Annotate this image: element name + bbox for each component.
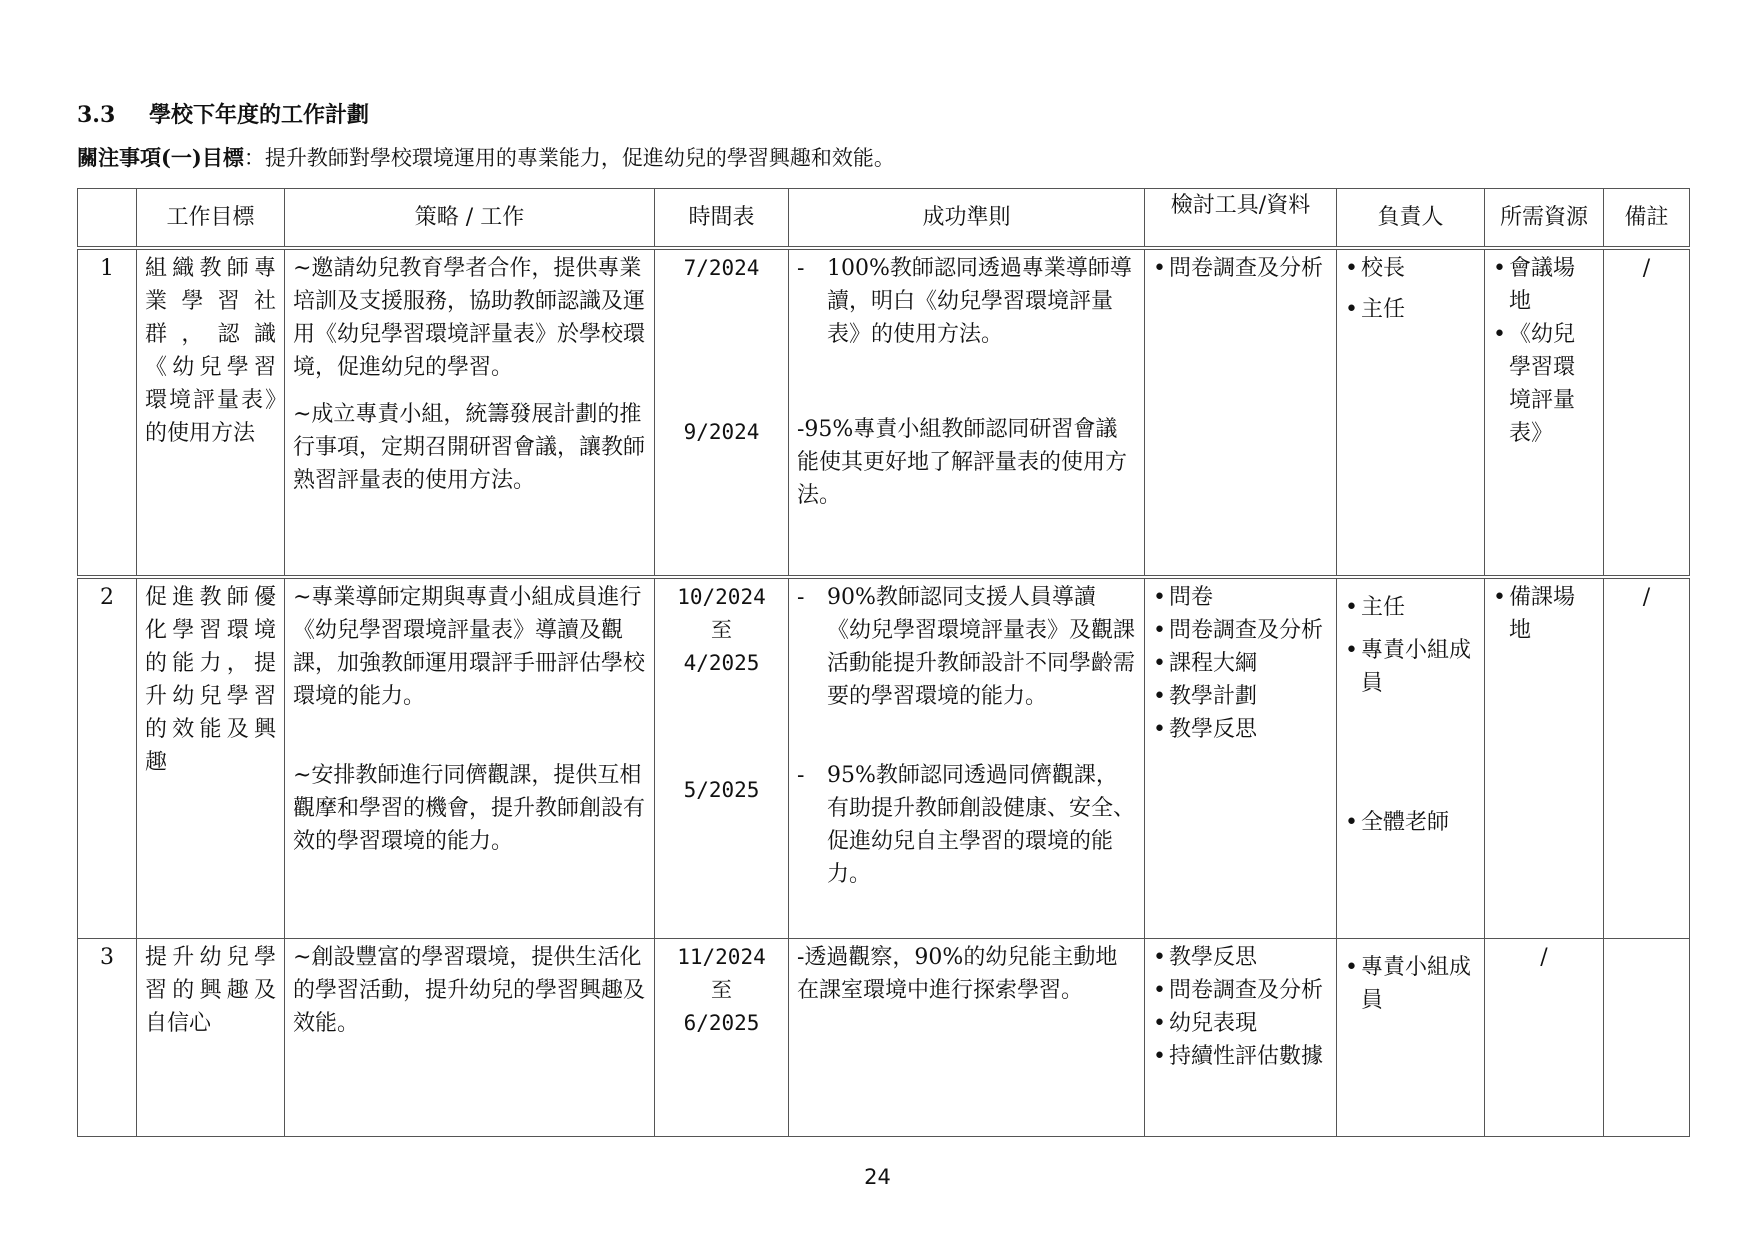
row-goal: 促進教師優化學習環境的能力，提升幼兒學習的效能及興趣 (137, 577, 285, 938)
tool-item: • 教學反思 (1153, 941, 1328, 974)
row-resources (1485, 248, 1604, 577)
tool-item: • 持續性評估數據 (1153, 1040, 1328, 1073)
tool-item: • 問卷調查及分析 (1153, 252, 1328, 285)
timeline-item: 5/2025 (683, 778, 760, 802)
row-strategy (285, 938, 655, 1136)
header-strategy: 策略 / 工作 (285, 189, 655, 249)
row-criteria (789, 248, 1145, 577)
table-row (78, 248, 1690, 577)
tool-item: • 問卷調查及分析 (1153, 974, 1328, 1007)
row-remarks: / (1604, 577, 1690, 938)
strategy-item: ~成立專責小組，統籌發展計劃的推行事項，定期召開研習會議，讓教師熟習評量表的使用方法。 (293, 402, 646, 493)
strategy-item: ~邀請幼兒教育學者合作，提供專業培訓及支援服務，協助教師認識及運用《幼兒學習環境評量表》於學校環境，促進幼兒的學習。 (293, 256, 646, 380)
header-resources: 所需資源 (1485, 189, 1604, 249)
focus-text: ：提升教師對學校環境運用的專業能力，促進幼兒的學習興趣和效能。 (243, 146, 895, 170)
row-timeline (655, 577, 789, 938)
section-title: 學校下年度的工作計劃 (149, 102, 370, 128)
tool-item: • 問卷調查及分析 (1153, 614, 1328, 647)
row-strategy (285, 248, 655, 577)
timeline-item: 7/2024 (683, 256, 760, 280)
resource-item: • 《幼兒學習環境評量表》 (1493, 318, 1595, 450)
header-tools: 檢討工具/資料 (1145, 189, 1337, 249)
criterion-item: -透過觀察，90%的幼兒能主動地在課室環境中進行探索學習。 (797, 944, 1118, 1003)
header-no (78, 189, 137, 249)
work-plan-table (77, 188, 1690, 1137)
criterion-item (797, 252, 1136, 351)
criterion-text: 100%教師認同透過專業導師導讀，明白《幼兒學習環境評量表》的使用方法。 (827, 256, 1132, 347)
header-responsible: 負責人 (1337, 189, 1485, 249)
row-remarks (1604, 938, 1690, 1136)
row-strategy (285, 577, 655, 938)
responsible-item: • 全體老師 (1345, 806, 1476, 839)
responsible-item: • 校長 (1345, 252, 1476, 285)
responsible-item: • 專責小組成員 (1345, 634, 1476, 700)
row-goal: 組織教師專業學習社群，認識《幼兒學習環境評量表》的使用方法 (137, 248, 285, 577)
resource-item: • 備課場地 (1493, 581, 1595, 647)
focus-line (77, 142, 895, 172)
criterion-item: -95%專責小組教師認同研習會議能使其更好地了解評量表的使用方法。 (797, 417, 1128, 508)
row-tools (1145, 577, 1337, 938)
section-number: 3.3 (77, 102, 116, 128)
header-criteria: 成功準則 (789, 189, 1145, 249)
section-heading (77, 98, 369, 129)
table-header-row (78, 189, 1690, 249)
criterion-dash: - (797, 585, 805, 610)
tool-item: • 教學計劃 (1153, 680, 1328, 713)
resource-item: • 會議場地 (1493, 252, 1595, 318)
row-remarks: / (1604, 248, 1690, 577)
tool-item: • 課程大綱 (1153, 647, 1328, 680)
strategy-item: ~安排教師進行同儕觀課，提供互相觀摩和學習的機會，提升教師創設有效的學習環境的能力。 (293, 763, 646, 854)
row-timeline (655, 248, 789, 577)
header-goal: 工作目標 (137, 189, 285, 249)
row-number: 3 (78, 938, 137, 1136)
tool-item: • 問卷 (1153, 581, 1328, 614)
row-number: 2 (78, 577, 137, 938)
strategy-item: ~專業導師定期與專責小組成員進行《幼兒學習環境評量表》導讀及觀課，加強教師運用環評手冊評估學校環境的能力。 (293, 585, 646, 709)
focus-label: 關注事項(一)目標 (77, 145, 244, 170)
strategy-item: ~創設豐富的學習環境，提供生活化的學習活動，提升幼兒的學習興趣及效能。 (293, 944, 646, 1036)
table-row (78, 938, 1690, 1136)
row-resources (1485, 938, 1604, 1136)
header-remarks: 備註 (1604, 189, 1690, 249)
row-responsible (1337, 248, 1485, 577)
responsible-item: • 專責小組成員 (1345, 951, 1476, 1017)
row-tools (1145, 938, 1337, 1136)
row-timeline (655, 938, 789, 1136)
row-number: 1 (78, 248, 137, 577)
criterion-dash: - (797, 763, 805, 788)
row-responsible (1337, 577, 1485, 938)
row-goal: 提升幼兒學習的興趣及自信心 (137, 938, 285, 1136)
page-number: 24 (864, 1165, 891, 1189)
row-criteria (789, 938, 1145, 1136)
tool-item: • 教學反思 (1153, 713, 1328, 746)
timeline-item: 10/2024 至 4/2025 (677, 585, 766, 675)
criterion-item (797, 759, 1136, 891)
criterion-dash: - (797, 256, 805, 281)
criterion-text: 95%教師認同透過同儕觀課，有助提升教師創設健康、安全、促進幼兒自主學習的環境的能力。 (827, 763, 1136, 887)
timeline-item: 11/2024 至 6/2025 (677, 944, 766, 1035)
resource-item: / (1540, 944, 1548, 970)
responsible-item: • 主任 (1345, 293, 1476, 326)
responsible-item: • 主任 (1345, 591, 1476, 624)
header-timeline: 時間表 (655, 189, 789, 249)
row-resources (1485, 577, 1604, 938)
row-criteria (789, 577, 1145, 938)
table-row (78, 577, 1690, 938)
criterion-text: 90%教師認同支援人員導讀《幼兒學習環境評量表》及觀課活動能提升教師設計不同學齡需要的學習環境的能力。 (827, 585, 1136, 709)
tool-item: • 幼兒表現 (1153, 1007, 1328, 1040)
row-responsible (1337, 938, 1485, 1136)
timeline-item: 9/2024 (683, 420, 760, 444)
criterion-item (797, 581, 1136, 713)
row-tools (1145, 248, 1337, 577)
